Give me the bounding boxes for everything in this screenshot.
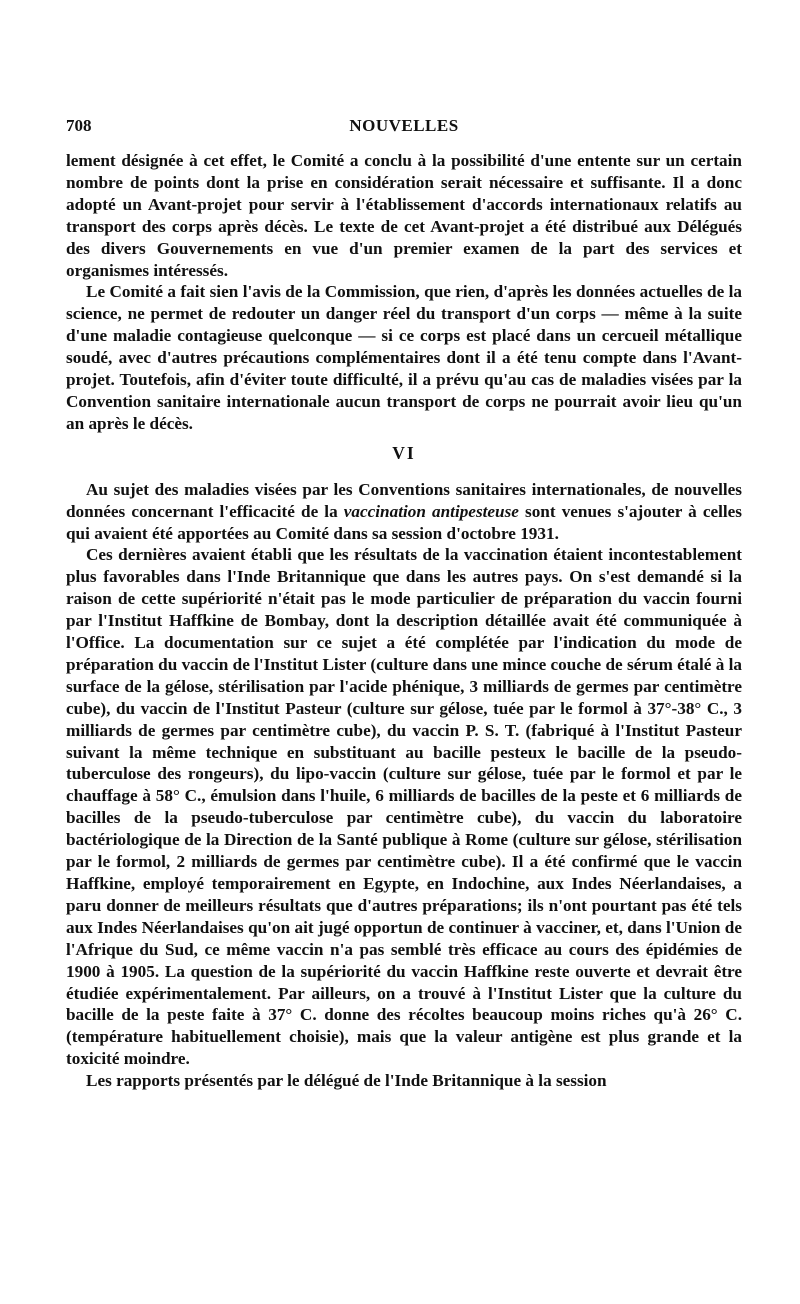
page-number: 708 [66,116,92,135]
section-heading: VI [392,442,416,463]
paragraph-vaccination-intro [66,479,742,545]
paragraph-text: sont venues s'ajouter à celles qui avaient été apportées au Comité dans sa session d'octobre 1931. [66,501,742,543]
paragraph-vaccine-results: Ces dernières avaient établi que les résultats de la vaccination étaient incontestablement plus favorables dans l'Inde Britannique que dans les autres pays. On s'est demandé si la raison de cette supériorité n'était pas le mode particulier de préparation du vaccin fourni par l'Institut Haffkine de Bombay, dont la description détaillée avait été communiquée à l'Office. La documentation sur ce sujet a été complétée par l'indication du mode de préparation du vaccin de l'Institut Lister (culture dans une mince couche de sérum étalé à la surface de la gélose, stérilisation par l'acide phénique, 3 milliards de germes par centimètre cube), du vaccin de l'Institut Pasteur (culture sur gélose, tuée par le formol à 37°-38° C., 3 milliards de germes par centimètre cube), du vaccin P. S. T. (fabriqué à l'Institut Pasteur suivant la même technique en substituant au bacille pesteux le bacille de la pseudo-tuberculose des rongeurs), du lipo-vaccin (culture sur gélose, tuée par le formol et par le chauffage à 58° C., émulsion dans l'huile, 6 milliards de bacilles de la peste et 6 milliards de bacilles de la pseudo-tuberculose par centimètre cube), du vaccin du laboratoire bactériologique de la Direction de la Santé publique à Rome (culture sur gélose, stérilisation par le formol, 2 milliards de germes par centimètre cube). Il a été confirmé que le vaccin Haffkine, employé temporairement en Egypte, en Indochine, aux Indes Néerlandaises, a paru donner de meilleurs résultats que d'autres préparations; ils n'ont pourtant pas été tels aux Indes Néerlandaises qu'on ait jugé opportun de continuer à vacciner, et, dans l'Union de l'Afrique du Sud, ce même vaccin n'a pas semblé très efficace au cours des épidémies de 1900 à 1905. La question de la supériorité du vaccin Haffkine reste ouverte et devrait être étudiée expérimentalement. Par ailleurs, on a trouvé à l'Institut Lister que la culture du bacille de la peste faite à 37° C. donne des récoltes beaucoup moins riches qu'à 26° C. (température habituellement choisie), mais que la valeur antigène est plus grande et la toxicité moindre. [66,545,742,1069]
paragraph-commission-opinion: Le Comité a fait sien l'avis de la Commission, que rien, d'après les données actuelles de la science, ne permet de redouter un danger réel du transport d'un corps — même à la suite d'une maladie contagieuse quelconque — si ce corps est placé dans un cercueil métallique soudé, avec d'autres précautions complémentaires dont il a été tenu compte dans l'Avant-projet. Toutefois, afin d'éviter toute difficulté, il a prévu qu'au cas de maladies visées par la Convention sanitaire internationale aucun transport de corps ne pourrait avoir lieu qu'un an après le décès. [66,282,742,433]
page-header [66,116,742,142]
paragraph-reports: Les rapports présentés par le délégué de l'Inde Britannique à la session [86,1071,607,1091]
paragraph-text: Au sujet des maladies visées par les Conventions sanitaires internationales, de nouvelles données concernant l'efficacité de la [66,479,742,521]
paragraph-continuation: lement désignée à cet effet, le Comité a conclu à la possibilité d'une entente sur un certain nombre de points dont la prise en considération serait nécessaire et suffisante. Il a donc adopté un Avant-projet pour servir à l'établissement d'accords internationaux relatifs au transport des corps après décès. Le texte de cet Avant-projet a été distribué aux Délégués des divers Gouvernements en vue d'un premier examen de la part des services et organismes intéressés. [66,151,742,280]
body-text [66,150,742,1092]
emphasis-term: vaccination antipesteuse [343,501,519,521]
running-head: NOUVELLES [349,116,459,135]
